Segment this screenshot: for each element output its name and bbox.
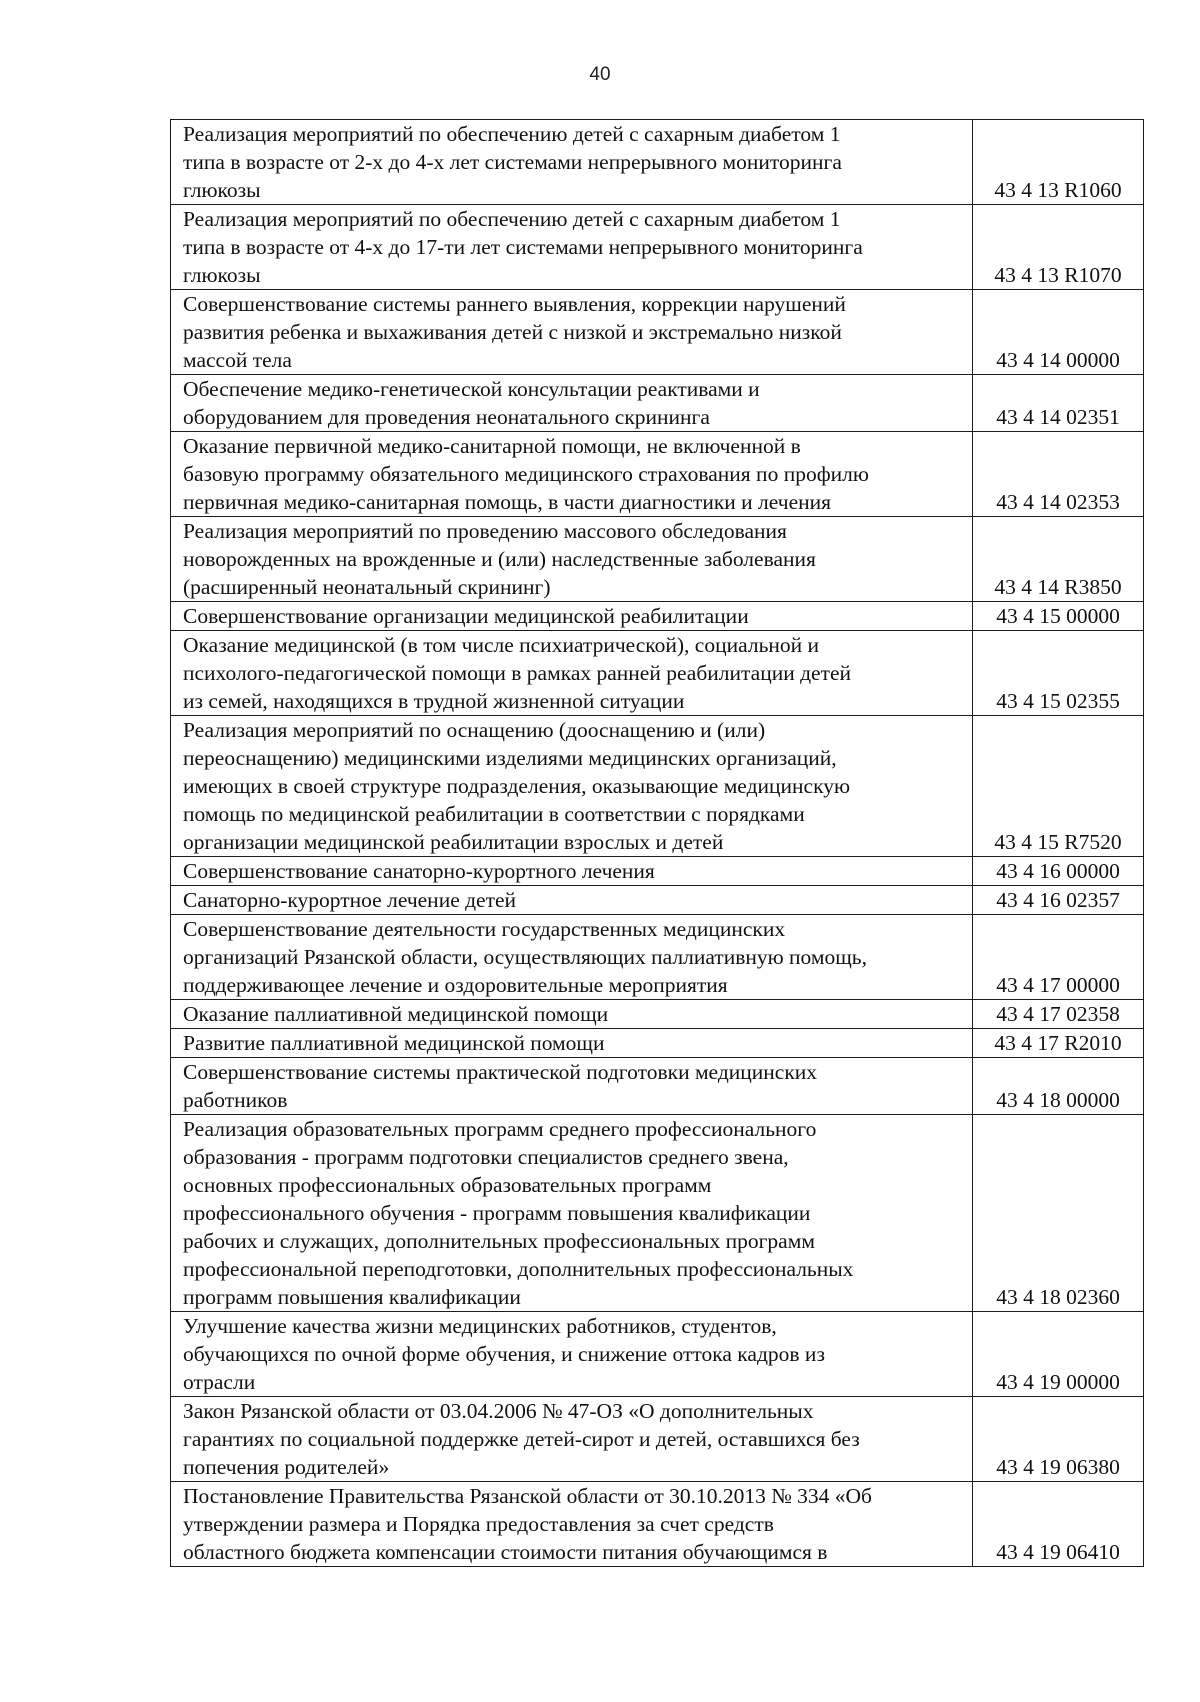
row-code: 43 4 14 02351 xyxy=(996,405,1120,429)
table-row xyxy=(171,1482,1144,1567)
row-name: Реализация мероприятий по проведению массового обследования новорожденных на врожденные и (или) наследственные заболевания (расширенный неонатальный скрининг) xyxy=(183,519,816,599)
row-name: Оказание медицинской (в том числе психиатрической), социальной и психолого-педагогической помощи в рамках ранней реабилитации детей из семей, находящихся в трудной жизненной ситуации xyxy=(183,633,852,713)
table-row xyxy=(171,205,1144,290)
row-code: 43 4 13 R1070 xyxy=(994,263,1122,287)
row-code: 43 4 14 00000 xyxy=(996,348,1120,372)
row-code-cell xyxy=(973,1482,1144,1567)
table-body xyxy=(171,120,1144,1567)
row-name: Реализация мероприятий по обеспечению детей с сахарным диабетом 1 типа в возрасте от 4-х до 17-ти лет системами непрерывного мониторинга глюкозы xyxy=(183,207,863,287)
row-code-cell xyxy=(973,857,1144,886)
row-name: Оказание паллиативной медицинской помощи xyxy=(183,1002,609,1026)
row-code: 43 4 18 00000 xyxy=(996,1088,1120,1112)
row-code: 43 4 18 02360 xyxy=(996,1285,1120,1309)
row-name: Постановление Правительства Рязанской области от 30.10.2013 № 334 «Об утверждении размера и Порядка предоставления за счет средств областного бюджета компенсации стоимости питания обучающимся в xyxy=(183,1484,872,1564)
row-name-cell xyxy=(171,716,973,857)
row-code-cell xyxy=(973,1397,1144,1482)
row-name-cell xyxy=(171,1058,973,1115)
table-row xyxy=(171,1312,1144,1397)
table-row xyxy=(171,1397,1144,1482)
row-name-cell xyxy=(171,1312,973,1397)
row-name: Закон Рязанской области от 03.04.2006 № 47-ОЗ «О дополнительных гарантиях по социальной поддержке детей-сирот и детей, оставшихся без попечения родителей» xyxy=(183,1399,860,1479)
table-row xyxy=(171,857,1144,886)
row-code-cell xyxy=(973,205,1144,290)
table-row xyxy=(171,1000,1144,1029)
table-row xyxy=(171,886,1144,915)
row-name-cell xyxy=(171,886,973,915)
row-code-cell xyxy=(973,1029,1144,1058)
row-name: Совершенствование санаторно-курортного лечения xyxy=(183,859,655,883)
row-code: 43 4 17 00000 xyxy=(996,973,1120,997)
page-number: 40 xyxy=(589,64,611,85)
row-code-cell xyxy=(973,375,1144,432)
row-code: 43 4 14 R3850 xyxy=(994,575,1122,599)
row-name-cell xyxy=(171,375,973,432)
row-name-cell xyxy=(171,1000,973,1029)
row-name: Улучшение качества жизни медицинских работников, студентов, обучающихся по очной форме обучения, и снижение оттока кадров из отрасли xyxy=(183,1314,825,1394)
budget-code-table xyxy=(170,119,1144,1567)
row-code: 43 4 14 02353 xyxy=(996,490,1120,514)
row-name-cell xyxy=(171,857,973,886)
row-name: Оказание первичной медико-санитарной помощи, не включенной в базовую программу обязательного медицинского страхования по профилю первичная медико-санитарная помощь, в части диагностики и лечения xyxy=(183,434,869,514)
row-code: 43 4 16 02357 xyxy=(996,888,1120,912)
row-code: 43 4 16 00000 xyxy=(996,859,1120,883)
row-code-cell xyxy=(973,120,1144,205)
row-code-cell xyxy=(973,915,1144,1000)
row-code-cell xyxy=(973,290,1144,375)
row-code-cell xyxy=(973,716,1144,857)
row-name-cell xyxy=(171,432,973,517)
table-row xyxy=(171,290,1144,375)
row-code-cell xyxy=(973,517,1144,602)
row-code: 43 4 19 00000 xyxy=(996,1370,1120,1394)
row-name-cell xyxy=(171,1029,973,1058)
row-name-cell xyxy=(171,205,973,290)
row-code-cell xyxy=(973,1312,1144,1397)
row-name-cell xyxy=(171,1482,973,1567)
row-name-cell xyxy=(171,517,973,602)
row-code: 43 4 17 R2010 xyxy=(994,1031,1122,1055)
table-row xyxy=(171,432,1144,517)
table-row xyxy=(171,517,1144,602)
table-row xyxy=(171,375,1144,432)
table-row xyxy=(171,602,1144,631)
row-code: 43 4 19 06380 xyxy=(996,1455,1120,1479)
row-name-cell xyxy=(171,602,973,631)
table-row xyxy=(171,1029,1144,1058)
row-code-cell xyxy=(973,1058,1144,1115)
row-name: Реализация мероприятий по обеспечению детей с сахарным диабетом 1 типа в возрасте от 2-х до 4-х лет системами непрерывного мониторинга глюкозы xyxy=(183,122,842,202)
table-row xyxy=(171,716,1144,857)
row-code-cell xyxy=(973,1000,1144,1029)
row-name: Санаторно-курортное лечение детей xyxy=(183,888,517,912)
row-code: 43 4 17 02358 xyxy=(996,1002,1120,1026)
row-code-cell xyxy=(973,432,1144,517)
row-name-cell xyxy=(171,290,973,375)
row-code-cell xyxy=(973,1115,1144,1312)
row-code: 43 4 15 R7520 xyxy=(994,830,1122,854)
row-name: Реализация образовательных программ среднего профессионального образования - программ подготовки специалистов среднего звена, основных профессиональных образовательных программ профессионального обучения - программ повышения квалификации рабочих и служащих, дополнительных профессиональных программ профессиональной переподготовки, дополнительных профессиональных программ повышения квалификации xyxy=(183,1117,854,1309)
row-name: Обеспечение медико-генетической консультации реактивами и оборудованием для проведения неонатального скрининга xyxy=(183,377,760,429)
table-row xyxy=(171,631,1144,716)
table-row xyxy=(171,1058,1144,1115)
table-row xyxy=(171,1115,1144,1312)
row-name-cell xyxy=(171,1397,973,1482)
row-name: Совершенствование системы раннего выявления, коррекции нарушений развития ребенка и выхаживания детей с низкой и экстремально низкой массой тела xyxy=(183,292,846,372)
row-name: Развитие паллиативной медицинской помощи xyxy=(183,1031,605,1055)
row-code: 43 4 13 R1060 xyxy=(994,178,1122,202)
row-name: Совершенствование системы практической подготовки медицинских работников xyxy=(183,1060,818,1112)
row-name-cell xyxy=(171,631,973,716)
table-row xyxy=(171,915,1144,1000)
row-code: 43 4 15 02355 xyxy=(996,689,1120,713)
row-name: Реализация мероприятий по оснащению (дооснащению и (или) переоснащению) медицинскими изделиями медицинских организаций, имеющих в своей структуре подразделения, оказывающие медицинскую помощь по медицинской реабилитации в соответствии с порядками организации медицинской реабилитации взрослых и детей xyxy=(183,718,851,854)
table-row xyxy=(171,120,1144,205)
row-name: Совершенствование организации медицинской реабилитации xyxy=(183,604,749,628)
row-code-cell xyxy=(973,886,1144,915)
row-name: Совершенствование деятельности государственных медицинских организаций Рязанской области, осуществляющих паллиативную помощь, поддерживающее лечение и оздоровительные мероприятия xyxy=(183,917,867,997)
row-code: 43 4 19 06410 xyxy=(996,1540,1120,1564)
row-name-cell xyxy=(171,915,973,1000)
row-code: 43 4 15 00000 xyxy=(996,604,1120,628)
row-name-cell xyxy=(171,1115,973,1312)
row-name-cell xyxy=(171,120,973,205)
row-code-cell xyxy=(973,602,1144,631)
row-code-cell xyxy=(973,631,1144,716)
